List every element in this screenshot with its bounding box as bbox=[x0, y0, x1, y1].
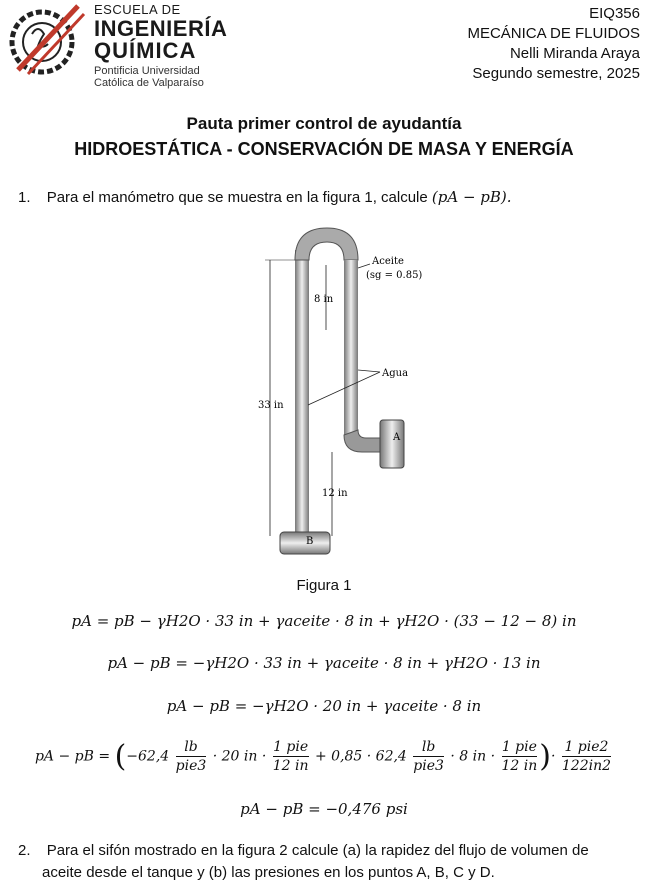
water-label: Agua bbox=[382, 368, 409, 379]
problem-1 bbox=[18, 186, 638, 209]
u-bend bbox=[295, 228, 358, 260]
course-name: MECÁNICA DE FLUIDOS bbox=[467, 25, 640, 42]
problem-1-expression: (pA − pB). bbox=[431, 188, 512, 206]
eq4-frac1-den: pie3 bbox=[175, 758, 207, 774]
school-line-1: ESCUELA DE bbox=[94, 2, 181, 17]
eq4-frac5-num: 1 pie2 bbox=[564, 739, 609, 755]
school-line-5: Católica de Valparaíso bbox=[94, 77, 204, 89]
problem-2-number: 2. bbox=[18, 842, 31, 859]
course-code: EIQ356 bbox=[589, 5, 640, 22]
left-tube bbox=[295, 250, 309, 540]
dim-12in-label: 12 in bbox=[322, 488, 348, 499]
university-logo bbox=[4, 0, 88, 80]
eq4-frac4-den: 12 in bbox=[501, 758, 538, 774]
eq4-frac3-num: lb bbox=[421, 739, 436, 755]
problem-2 bbox=[18, 840, 643, 884]
eq4-frac2-den: 12 in bbox=[272, 758, 309, 774]
eq4-term2: · 20 in · bbox=[212, 748, 267, 765]
eq4-frac5-den: 122in2 bbox=[561, 758, 612, 774]
equation-4: pA − pB = (−62,4 $\frac{lb}{\text{pie3}}$ · 20 in · $\frac{\text{1 pie}}{12 in}$ + 0,85 · 62,4 $\frac{lb}{\text{pie3}}$ · 8 in · $\frac{\text{1 pie}}{12 in}$ )· $\frac{\text{1 pie2}}{122in2}$ bbox=[34, 739, 612, 774]
equation-2: pA − pB = −γH2O · 33 in + γaceite · 8 in + γH2O · 13 in bbox=[107, 654, 541, 672]
dim-8in-label: 8 in bbox=[314, 294, 334, 305]
eq4-frac1-num: lb bbox=[184, 739, 198, 755]
right-tube bbox=[344, 260, 358, 440]
point-b-label: B bbox=[306, 536, 314, 547]
dim-33in-label: 33 in bbox=[258, 400, 284, 411]
school-line-2: INGENIERÍA bbox=[94, 16, 228, 41]
point-a-label: A bbox=[393, 432, 401, 443]
school-name bbox=[94, 2, 227, 89]
oil-label: Aceite bbox=[372, 256, 404, 267]
eq4-term4: · 8 in · bbox=[450, 748, 496, 765]
eq4-term3: + 0,85 · 62,4 bbox=[314, 748, 407, 765]
document-subtitle: HIDROESTÁTICA - CONSERVACIÓN DE MASA Y ENERGÍA bbox=[74, 139, 574, 159]
eq4-frac2-num: 1 pie bbox=[273, 739, 309, 755]
eq4-frac4-num: 1 pie bbox=[501, 739, 537, 755]
eq4-frac2 bbox=[273, 738, 309, 775]
eq4-frac3 bbox=[413, 738, 444, 775]
semester: Segundo semestre, 2025 bbox=[472, 65, 640, 82]
problem-1-number: 1. bbox=[18, 189, 31, 206]
school-line-4: Pontificia Universidad bbox=[94, 65, 200, 77]
equation-3: pA − pB = −γH2O · 20 in + γaceite · 8 in bbox=[166, 697, 482, 715]
oil-sg-label: (sg = 0.85) bbox=[366, 270, 423, 281]
eq4-term1: −62,4 bbox=[126, 748, 170, 765]
manometer-figure bbox=[240, 220, 430, 570]
eq4-lhs: pA − pB = bbox=[34, 748, 115, 765]
eq4-frac5 bbox=[562, 738, 611, 775]
problem-1-text: Para el manómetro que se muestra en la figura 1, calcule bbox=[46, 189, 428, 206]
eq4-frac3-den: pie3 bbox=[413, 758, 444, 774]
eq4-frac1 bbox=[176, 738, 207, 775]
tank-a bbox=[380, 420, 404, 468]
course-info bbox=[467, 4, 640, 84]
problem-2-line-2: aceite desde el tanque y (b) las presiones en los puntos A, B, C y D. bbox=[42, 864, 495, 881]
tank-b bbox=[280, 532, 330, 554]
author-name: Nelli Miranda Araya bbox=[509, 45, 640, 62]
document-title: Pauta primer control de ayudantía bbox=[186, 114, 462, 133]
figure-1-caption: Figura 1 bbox=[296, 577, 352, 594]
equation-5: pA − pB = −0,476 psi bbox=[240, 800, 408, 818]
school-line-3: QUÍMICA bbox=[94, 38, 197, 63]
eq4-frac4 bbox=[502, 738, 538, 775]
problem-2-line-1: Para el sifón mostrado en la figura 2 calcule (a) la rapidez del flujo de volumen de bbox=[46, 842, 589, 859]
equation-1: pA = pB − γH2O · 33 in + γaceite · 8 in + γH2O · (33 − 12 − 8) in bbox=[71, 612, 577, 630]
